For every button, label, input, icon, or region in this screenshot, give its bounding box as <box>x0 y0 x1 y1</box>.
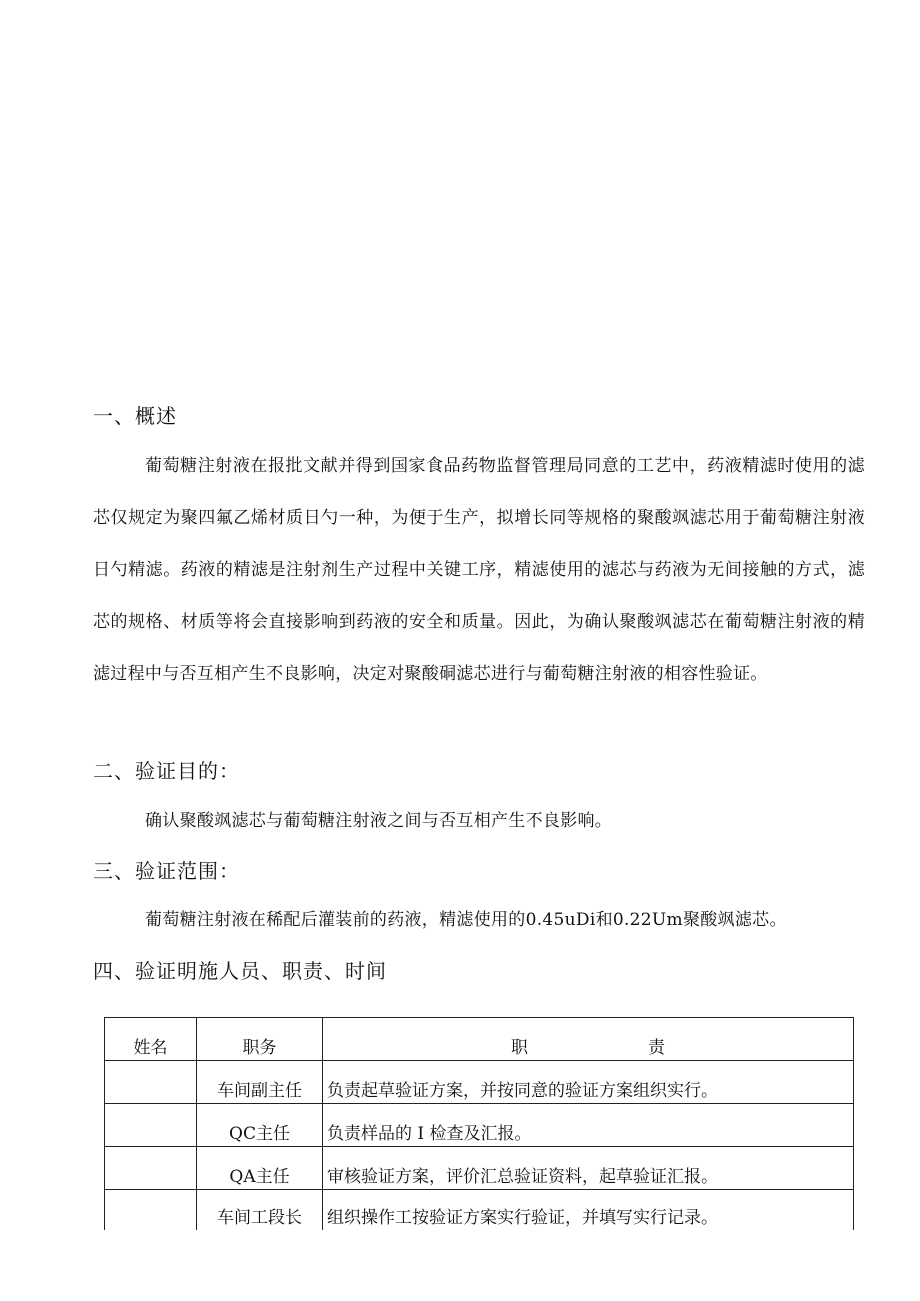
table-row <box>105 1147 854 1190</box>
scope-heading: 三、验证范围： <box>93 859 240 883</box>
scope-text: 葡萄糖注射液在稀配后灌装前的药液，精滤使用的0.45uDi和0.22Um聚酸飒滤芯。 <box>145 910 787 930</box>
cell-role: 车间副主任 <box>197 1061 323 1104</box>
personnel-heading: 四、验证明施人员、职责、时间 <box>93 959 387 983</box>
header-duty-right: 责 <box>648 1038 665 1058</box>
overview-paragraph: 葡萄糖注射液在报批文献并得到国家食品药物监督管理局同意的工艺中，药液精滤时使用的滤芯仅规定为聚四氟乙烯材质日勺一种，为便于生产，拟增长同等规格的聚酸飒滤芯用于葡萄糖注射液日勺精滤。药液的精滤是注射剂生产过程中关键工序，精滤使用的滤芯与药液为无间接触的方式，滤芯的规格、材质等将会直接影响到药液的安全和质量。因此，为确认聚酸飒滤芯在葡萄糖注射液的精滤过程中与否互相产生不良影响，决定对聚酸硐滤芯进行与葡萄糖注射液的相容性验证。 <box>93 456 865 684</box>
cell-role: QA主任 <box>197 1147 323 1190</box>
table-row <box>105 1104 854 1147</box>
cell-duty: 组织操作工按验证方案实行验证，并填写实行记录。 <box>323 1190 854 1231</box>
cell-role: 车间工段长 <box>197 1190 323 1231</box>
cell-name <box>105 1061 197 1104</box>
header-duty <box>323 1018 854 1061</box>
header-duty-left: 职 <box>511 1038 528 1058</box>
cell-name <box>105 1190 197 1231</box>
cell-role: QC主任 <box>197 1104 323 1147</box>
table-row <box>105 1190 854 1231</box>
table-row <box>105 1061 854 1104</box>
header-role: 职务 <box>197 1018 323 1061</box>
overview-heading: 一、概述 <box>93 404 177 428</box>
table-header-row <box>105 1018 854 1061</box>
cell-name <box>105 1104 197 1147</box>
cell-duty: 负责样品的 I 检查及汇报。 <box>323 1104 854 1147</box>
cell-name <box>105 1147 197 1190</box>
purpose-text: 确认聚酸飒滤芯与葡萄糖注射液之间与否互相产生不良影响。 <box>145 811 613 831</box>
cell-duty: 负责起草验证方案，并按同意的验证方案组织实行。 <box>323 1061 854 1104</box>
cell-duty: 审核验证方案，评价汇总验证资料，起草验证汇报。 <box>323 1147 854 1190</box>
purpose-heading: 二、验证目的： <box>93 759 240 783</box>
header-name: 姓名 <box>105 1018 197 1061</box>
personnel-table <box>104 1017 854 1230</box>
